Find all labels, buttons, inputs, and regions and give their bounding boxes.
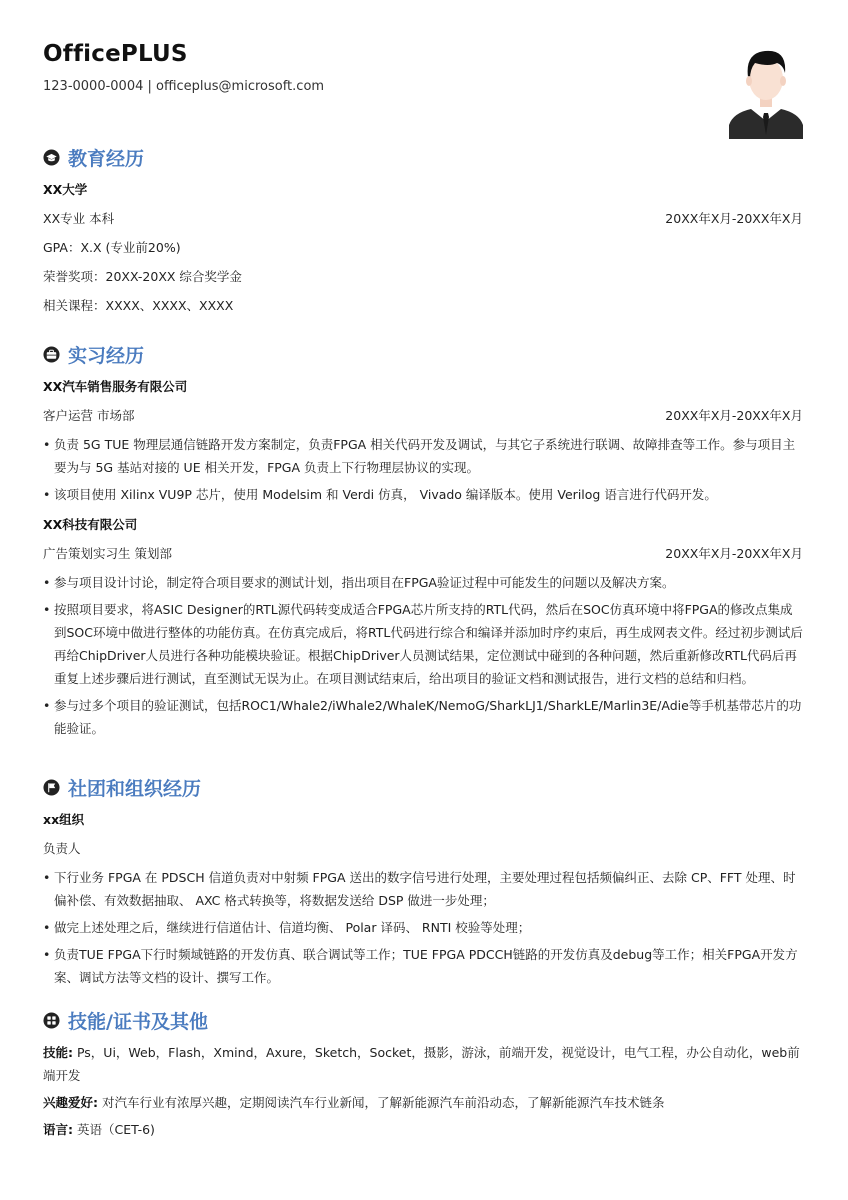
job-role: 客户运营 市场部 [43, 408, 135, 423]
honors: 荣誉奖项：20XX-20XX 综合奖学金 [43, 269, 242, 284]
language-line [43, 1118, 803, 1141]
skills-text: Ps，Ui，Web，Flash，Xmind，Axure，Sketch，Socket，摄影，游泳，前端开发，视觉设计，电气工程，办公自动化，web前端开发 [43, 1045, 800, 1083]
briefcase-icon [43, 346, 60, 363]
skills-title: 技能/证书及其他 [68, 1010, 208, 1033]
job-bullet: • 该项目使用 Xilinx VU9P 芯片，使用 Modelsim 和 Verdi 仿真， Vivado 编译版本。使用 Verilog 语言进行代码开发。 [43, 483, 803, 506]
language-text: 英语（CET-6) [73, 1122, 155, 1137]
job-date: 20XX年X月-20XX年X月 [665, 408, 803, 423]
club-section [43, 773, 803, 993]
candidate-name: OfficePLUS [43, 41, 188, 67]
job-row [43, 539, 803, 568]
company-name: XX科技有限公司 [43, 517, 138, 532]
major: XX专业 本科 [43, 211, 115, 226]
internship-title: 实习经历 [68, 344, 145, 367]
club-bullet: • 负责TUE FPGA下行时频域链路的开发仿真、联合调试等工作；TUE FPGA PDCCH链路的开发仿真及debug等工作；相关FPGA开发方案、调试方法等文档的设计、撰写工作。 [43, 943, 803, 989]
language-label: 语言: [43, 1122, 73, 1137]
job-bullet: • 负责 5G TUE 物理层通信链路开发方案制定，负责FPGA 相关代码开发及调试，与其它子系统进行联调、故障排查等工作。参与项目主要为与 5G 基站对接的 UE 相关开发，FPGA 负责上下行物理层协议的实现。 [43, 433, 803, 479]
skills-heading [43, 1006, 803, 1034]
gpa: GPA：X.X (专业前20%) [43, 240, 181, 255]
education-section [43, 143, 803, 320]
org-name: xx组织 [43, 812, 85, 827]
internship-section [43, 340, 803, 744]
club-bullet: • 下行业务 FPGA 在 PDSCH 信道负责对中射频 FPGA 送出的数字信号进行处理，主要处理过程包括频偏纠正、去除 CP、FFT 处理、时偏补偿、有效数据抽取、 AXC 格式转换等，将数据发送给 DSP 做进一步处理； [43, 866, 803, 912]
school-name: XX大学 [43, 182, 88, 197]
education-title: 教育经历 [68, 147, 145, 170]
grid-icon [43, 1012, 60, 1029]
skills-label: 技能: [43, 1045, 73, 1060]
job-bullet: • 参与过多个项目的验证测试，包括ROC1/Whale2/iWhale2/WhaleK/NemoG/SharkLJ1/SharkLE/Marlin3E/Adie等手机基带芯片的功能验证。 [43, 694, 803, 740]
club-bullet: • 做完上述处理之后，继续进行信道估计、信道均衡、 Polar 译码、 RNTI 校验等处理； [43, 916, 803, 939]
job-row [43, 401, 803, 430]
contact-info: 123-0000-0004 | officeplus@microsoft.com [43, 79, 325, 94]
education-row [43, 204, 803, 233]
person-avatar-icon [729, 43, 803, 139]
job-role: 广告策划实习生 策划部 [43, 546, 172, 561]
job-date: 20XX年X月-20XX年X月 [665, 546, 803, 561]
hobbies-label: 兴趣爱好: [43, 1095, 98, 1110]
graduation-cap-icon [43, 149, 60, 166]
skills-section [43, 1006, 803, 1145]
internship-heading [43, 340, 803, 368]
company-name: XX汽车销售服务有限公司 [43, 379, 188, 394]
education-heading [43, 143, 803, 171]
hobbies-line [43, 1091, 803, 1114]
job-bullet: • 参与项目设计讨论，制定符合项目要求的测试计划，指出项目在FPGA验证过程中可能发生的问题以及解决方案。 [43, 571, 803, 594]
education-date: 20XX年X月-20XX年X月 [665, 211, 803, 226]
job-bullet: • 按照项目要求，将ASIC Designer的RTL源代码转变成适合FPGA芯片所支持的RTL代码，然后在SOC仿真环境中将FPGA的修改点集成到SOC环境中做进行整体的功能仿真。在仿真完成后，将RTL代码进行综合和编译并添加时序约束后，再生成网表文件。经过初步测试后再给ChipDriver人员进行各种功能模块验证。根据ChipDriver人员测试结果，定位测试中碰到的各种问题，然后重新修改RTL代码后再重复上述步骤后进行测试，直至测试无误为止。在项目测试结束后，给出项目的验证文档和测试报告，进行文档的总结和归档。 [43, 598, 803, 690]
skills-line [43, 1041, 803, 1087]
courses: 相关课程：XXXX、XXXX、XXXX [43, 298, 234, 313]
club-role: 负责人 [43, 841, 81, 856]
flag-icon [43, 779, 60, 796]
job-entry [43, 372, 803, 506]
club-heading [43, 773, 803, 801]
club-title: 社团和组织经历 [68, 777, 202, 800]
job-entry [43, 510, 803, 740]
hobbies-text: 对汽车行业有浓厚兴趣，定期阅读汽车行业新闻，了解新能源汽车前沿动态，了解新能源汽车技术链条 [98, 1095, 665, 1110]
